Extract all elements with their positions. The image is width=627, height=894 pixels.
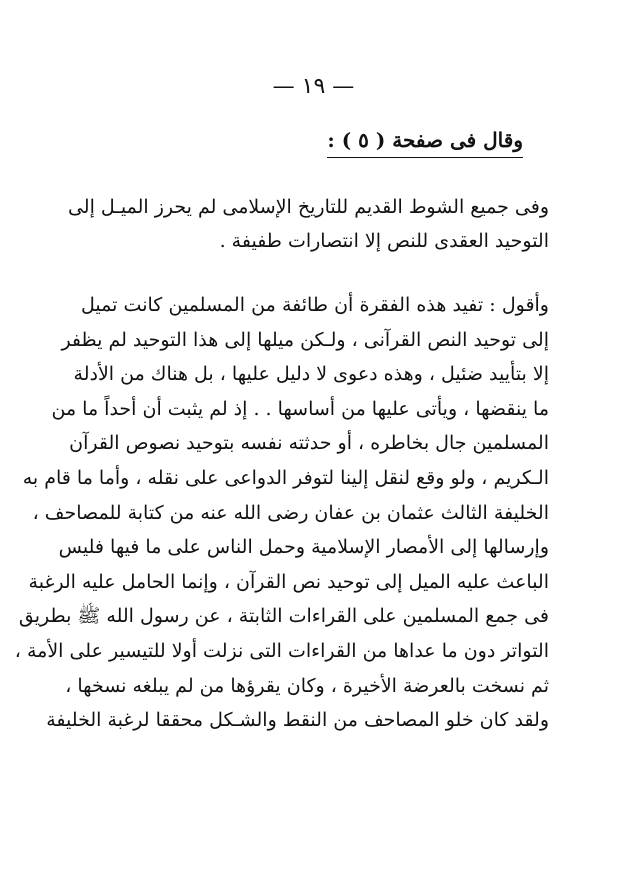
body-line: ثم نسخت بالعرضة الأخيرة ، وكان يقرؤها من لم يبلغه نسخها ، [65,674,549,697]
body-line: وأقول : تفيد هذه الفقرة أن طائفة من المسلمين كانت تميل [81,294,549,316]
body-line: ما ينقضها ، ويأتى عليها من أساسها . . إذ لم يثبت أن أحداً ما من [51,397,549,420]
quote-line: وفى جميع الشوط القديم للتاريخ الإسلامى لم يحرز الميـل إلى [67,196,549,218]
body-line: إلا بتأييد ضئيل ، وهذه دعوى لا دليل عليها ، بل هناك من الأدلة [73,363,549,386]
page-number: — ١٩ — [272,74,355,99]
body-line: إلى توحيد النص القرآنى ، ولـكن ميلها إلى هذا التوحيد لم يظفر [61,328,549,351]
body-line: الباعث عليه الميل إلى توحيد نص القرآن ، وإنما الحامل عليه الرغبة [28,570,549,593]
body-line: التواتر دون ما عداها من القراءات التى نزلت أولا للتيسير على الأمة ، [14,639,549,662]
quote-line: التوحيد العقدى للنص إلا انتصارات طفيفة . [219,230,549,252]
body-line: الـكريم ، ولو وقع لنقل إلينا لتوفر الدواعى على نقله ، وأما ما قام به [22,466,549,489]
body-line: الخليفة الثالث عثمان بن عفان رضى الله عنه من كتابة للمصاحف ، [32,501,549,524]
body-line: المسلمين جال بخاطره ، أو حدثته نفسه بتوحيد نصوص القرآن [69,432,549,455]
body-line: ولقد كان خلو المصاحف من النقط والشـكل محققا لرغبة الخليفة [46,709,549,732]
quoted-passage [67,190,549,258]
body-line: فى جمع المسلمين على القراءات الثابتة ، عن رسول الله ﷺ بطريق [18,605,549,628]
body-line: وإرسالها إلى الأمصار الإسلامية وحمل الناس على ما فيها فليس [58,536,549,559]
section-heading: وقال فى صفحة ( ٥ ) : [327,128,523,158]
commentary-paragraph [14,288,549,738]
